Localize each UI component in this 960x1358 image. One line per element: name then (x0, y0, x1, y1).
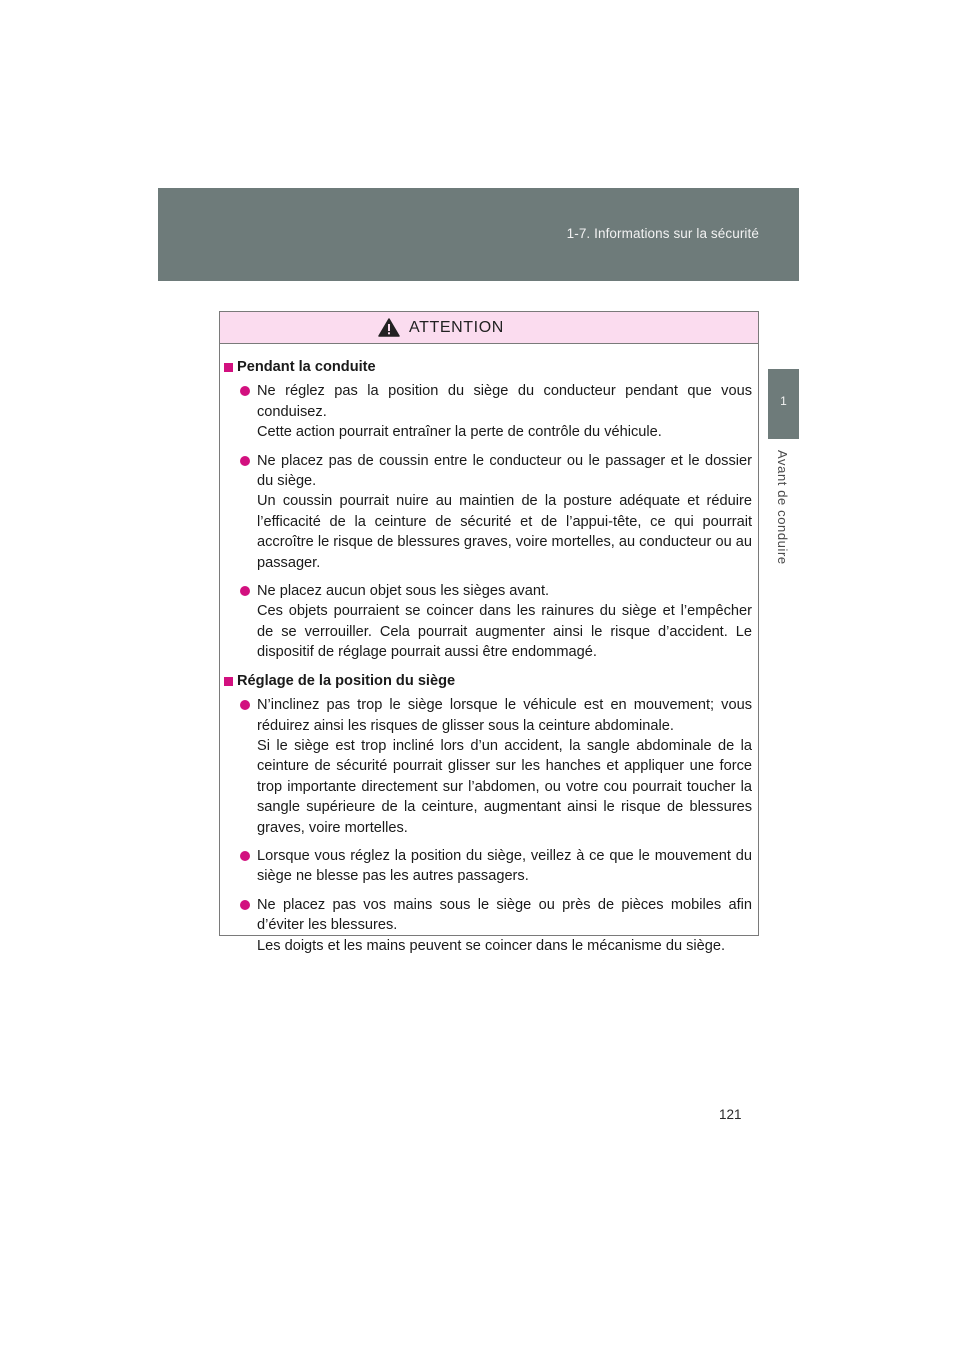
square-bullet-icon (224, 363, 233, 372)
warning-header (220, 312, 758, 344)
list-item (240, 451, 752, 573)
round-bullet-icon (240, 700, 250, 710)
round-bullet-icon (240, 456, 250, 466)
section-heading (224, 671, 752, 691)
item-paragraph: Ne placez pas de coussin entre le conducteur ou le passager et le dossier du siège. (257, 452, 752, 490)
list-item (240, 695, 752, 838)
item-paragraph: Ne placez pas vos mains sous le siège ou près de pièces mobiles afin d’éviter les blessures. (257, 896, 752, 934)
item-paragraph: Si le siège est trop incliné lors d’un accident, la sangle abdominale de la ceinture de sécurité pourrait glisser sur les hanches et appliquer une force trop importante directement sur l’abdomen, ou votre cou pourrait toucher la sangle supérieure de la ceinture, augmentant ainsi le risque de blessures graves, voire mortelles. (257, 737, 752, 836)
item-paragraph: Lorsque vous réglez la position du siège, veillez à ce que le mouvement du siège ne blesse pas les autres passagers. (257, 847, 752, 885)
item-paragraph: N’inclinez pas trop le siège lorsque le véhicule est en mouvement; vous réduirez ainsi les risques de glisser sous la ceinture abdominale. (257, 697, 752, 734)
round-bullet-icon (240, 851, 250, 861)
section-heading-text: Pendant la conduite (237, 359, 376, 375)
item-paragraph: Cette action pourrait entraîner la perte de contrôle du véhicule. (257, 424, 662, 441)
item-paragraph: Ne réglez pas la position du siège du conducteur pendant que vous conduisez. (257, 383, 752, 420)
section-heading-text: Réglage de la position du siège (237, 672, 456, 689)
warning-triangle-icon (378, 318, 400, 337)
warning-title: ATTENTION (409, 318, 504, 336)
item-paragraph: Les doigts et les mains peuvent se coincer dans le mécanisme du siège. (257, 937, 726, 954)
section-heading (224, 357, 752, 377)
round-bullet-icon (240, 586, 250, 596)
page-number: 121 (719, 1107, 742, 1122)
list-item (240, 381, 752, 442)
item-paragraph: Ne placez aucun objet sous les sièges avant. (257, 583, 550, 600)
warning-body (220, 344, 758, 956)
section-title: 1-7. Informations sur la sécurité (566, 226, 759, 241)
warning-box (219, 311, 759, 954)
list-item (240, 895, 752, 956)
list-item (240, 581, 752, 663)
chapter-label: Avant de conduire (775, 450, 790, 565)
round-bullet-icon (240, 900, 250, 910)
item-paragraph: Un coussin pourrait nuire au maintien de la posture adéquate et réduire l’efficacité de la ceinture de sécurité et de l’appui-tête, ce qui pourrait accroître le risque de blessures graves, voire mortelles, au conducteur ou au passager. (257, 493, 752, 571)
square-bullet-icon (224, 677, 233, 686)
chapter-tab (768, 369, 799, 439)
item-paragraph: Ces objets pourraient se coincer dans les rainures du siège et l’empêcher de se verrouiller. Cela pourrait augmenter ainsi le risque d’accident. Le dispositif de réglage pourrait aussi être endommagé. (257, 603, 752, 661)
chapter-number: 1 (780, 394, 787, 408)
list-item (240, 846, 752, 887)
round-bullet-icon (240, 386, 250, 396)
header-band (158, 188, 799, 281)
